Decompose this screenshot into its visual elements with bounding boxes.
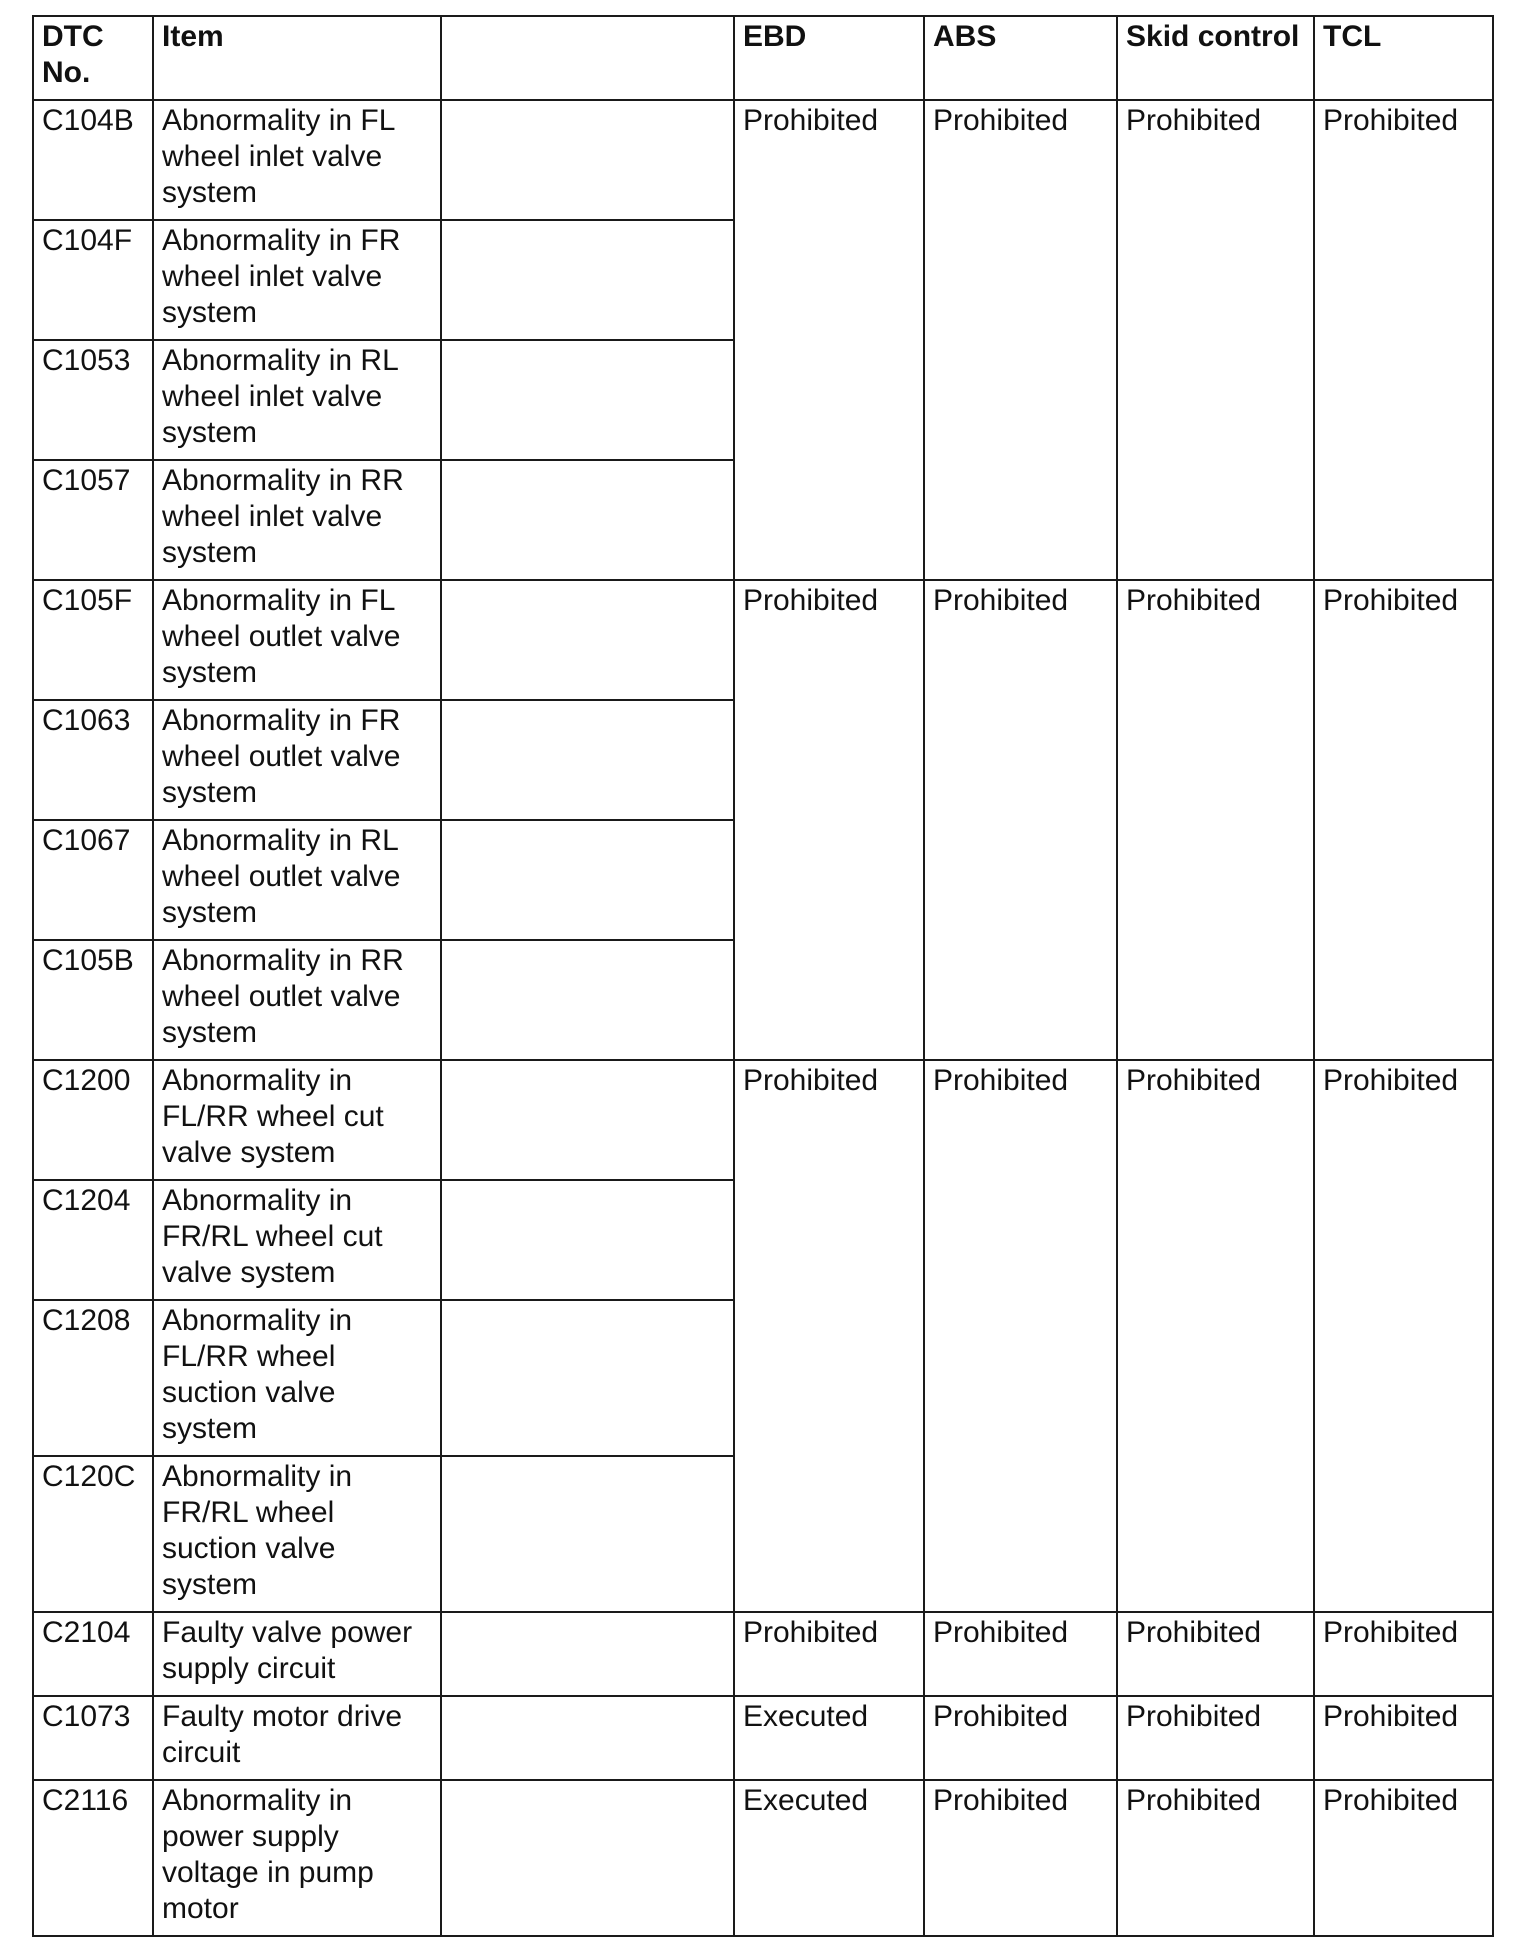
skid-control-status: Prohibited xyxy=(1117,100,1314,580)
blank-cell xyxy=(441,1456,734,1612)
dtc-table xyxy=(32,15,1494,1937)
item-description: Abnormality in FR/RL wheel cut valve system xyxy=(153,1180,441,1300)
dtc-code: C1063 xyxy=(33,700,153,820)
dtc-code: C2104 xyxy=(33,1612,153,1696)
abs-status: Prohibited xyxy=(924,1612,1117,1696)
item-description: Abnormality in RL wheel outlet valve system xyxy=(153,820,441,940)
blank-cell xyxy=(441,1300,734,1456)
dtc-code: C1053 xyxy=(33,340,153,460)
blank-cell xyxy=(441,1780,734,1936)
tcl-status: Prohibited xyxy=(1314,580,1493,1060)
ebd-status: Executed xyxy=(734,1696,924,1780)
ebd-status: Prohibited xyxy=(734,1060,924,1612)
item-description: Abnormality in RL wheel inlet valve system xyxy=(153,340,441,460)
item-description: Abnormality in FL wheel outlet valve system xyxy=(153,580,441,700)
tcl-status: Prohibited xyxy=(1314,100,1493,580)
abs-status: Prohibited xyxy=(924,100,1117,580)
item-description: Abnormality in FR/RL wheel suction valve system xyxy=(153,1456,441,1612)
item-description: Abnormality in FR wheel inlet valve system xyxy=(153,220,441,340)
blank-cell xyxy=(441,1060,734,1180)
item-description: Abnormality in FL/RR wheel cut valve system xyxy=(153,1060,441,1180)
header-blank xyxy=(441,16,734,100)
skid-control-status: Prohibited xyxy=(1117,1696,1314,1780)
blank-cell xyxy=(441,580,734,700)
item-description: Faulty valve power supply circuit xyxy=(153,1612,441,1696)
table-row xyxy=(33,1612,1493,1696)
blank-cell xyxy=(441,460,734,580)
dtc-code: C1204 xyxy=(33,1180,153,1300)
ebd-status: Prohibited xyxy=(734,580,924,1060)
dtc-code: C105F xyxy=(33,580,153,700)
abs-status: Prohibited xyxy=(924,1780,1117,1936)
dtc-code: C120C xyxy=(33,1456,153,1612)
dtc-code: C1067 xyxy=(33,820,153,940)
blank-cell xyxy=(441,1180,734,1300)
dtc-code: C104F xyxy=(33,220,153,340)
dtc-code: C2116 xyxy=(33,1780,153,1936)
skid-control-status: Prohibited xyxy=(1117,580,1314,1060)
blank-cell xyxy=(441,940,734,1060)
blank-cell xyxy=(441,1612,734,1696)
dtc-code: C1057 xyxy=(33,460,153,580)
ebd-status: Prohibited xyxy=(734,1612,924,1696)
item-description: Abnormality in RR wheel outlet valve system xyxy=(153,940,441,1060)
skid-control-status: Prohibited xyxy=(1117,1612,1314,1696)
dtc-code: C104B xyxy=(33,100,153,220)
dtc-code: C1200 xyxy=(33,1060,153,1180)
ebd-status: Executed xyxy=(734,1780,924,1936)
table-row xyxy=(33,100,1493,220)
tcl-status: Prohibited xyxy=(1314,1780,1493,1936)
header-dtc-no: DTC No. xyxy=(33,16,153,100)
ebd-status: Prohibited xyxy=(734,100,924,580)
skid-control-status: Prohibited xyxy=(1117,1780,1314,1936)
header-ebd: EBD xyxy=(734,16,924,100)
table-row xyxy=(33,1060,1493,1180)
table-row xyxy=(33,1780,1493,1936)
blank-cell xyxy=(441,1696,734,1780)
header-skid-control: Skid control xyxy=(1117,16,1314,100)
dtc-code: C1208 xyxy=(33,1300,153,1456)
header-tcl: TCL xyxy=(1314,16,1493,100)
blank-cell xyxy=(441,820,734,940)
table-row xyxy=(33,580,1493,700)
item-description: Abnormality in power supply voltage in pump motor xyxy=(153,1780,441,1936)
table-row xyxy=(33,1696,1493,1780)
item-description: Abnormality in FL wheel inlet valve system xyxy=(153,100,441,220)
skid-control-status: Prohibited xyxy=(1117,1060,1314,1612)
item-description: Abnormality in FR wheel outlet valve system xyxy=(153,700,441,820)
header-item: Item xyxy=(153,16,441,100)
item-description: Abnormality in FL/RR wheel suction valve system xyxy=(153,1300,441,1456)
blank-cell xyxy=(441,220,734,340)
abs-status: Prohibited xyxy=(924,1060,1117,1612)
tcl-status: Prohibited xyxy=(1314,1060,1493,1612)
dtc-code: C1073 xyxy=(33,1696,153,1780)
blank-cell xyxy=(441,340,734,460)
header-row xyxy=(33,16,1493,100)
abs-status: Prohibited xyxy=(924,1696,1117,1780)
blank-cell xyxy=(441,700,734,820)
header-abs: ABS xyxy=(924,16,1117,100)
dtc-code: C105B xyxy=(33,940,153,1060)
tcl-status: Prohibited xyxy=(1314,1696,1493,1780)
item-description: Abnormality in RR wheel inlet valve system xyxy=(153,460,441,580)
blank-cell xyxy=(441,100,734,220)
abs-status: Prohibited xyxy=(924,580,1117,1060)
item-description: Faulty motor drive circuit xyxy=(153,1696,441,1780)
tcl-status: Prohibited xyxy=(1314,1612,1493,1696)
